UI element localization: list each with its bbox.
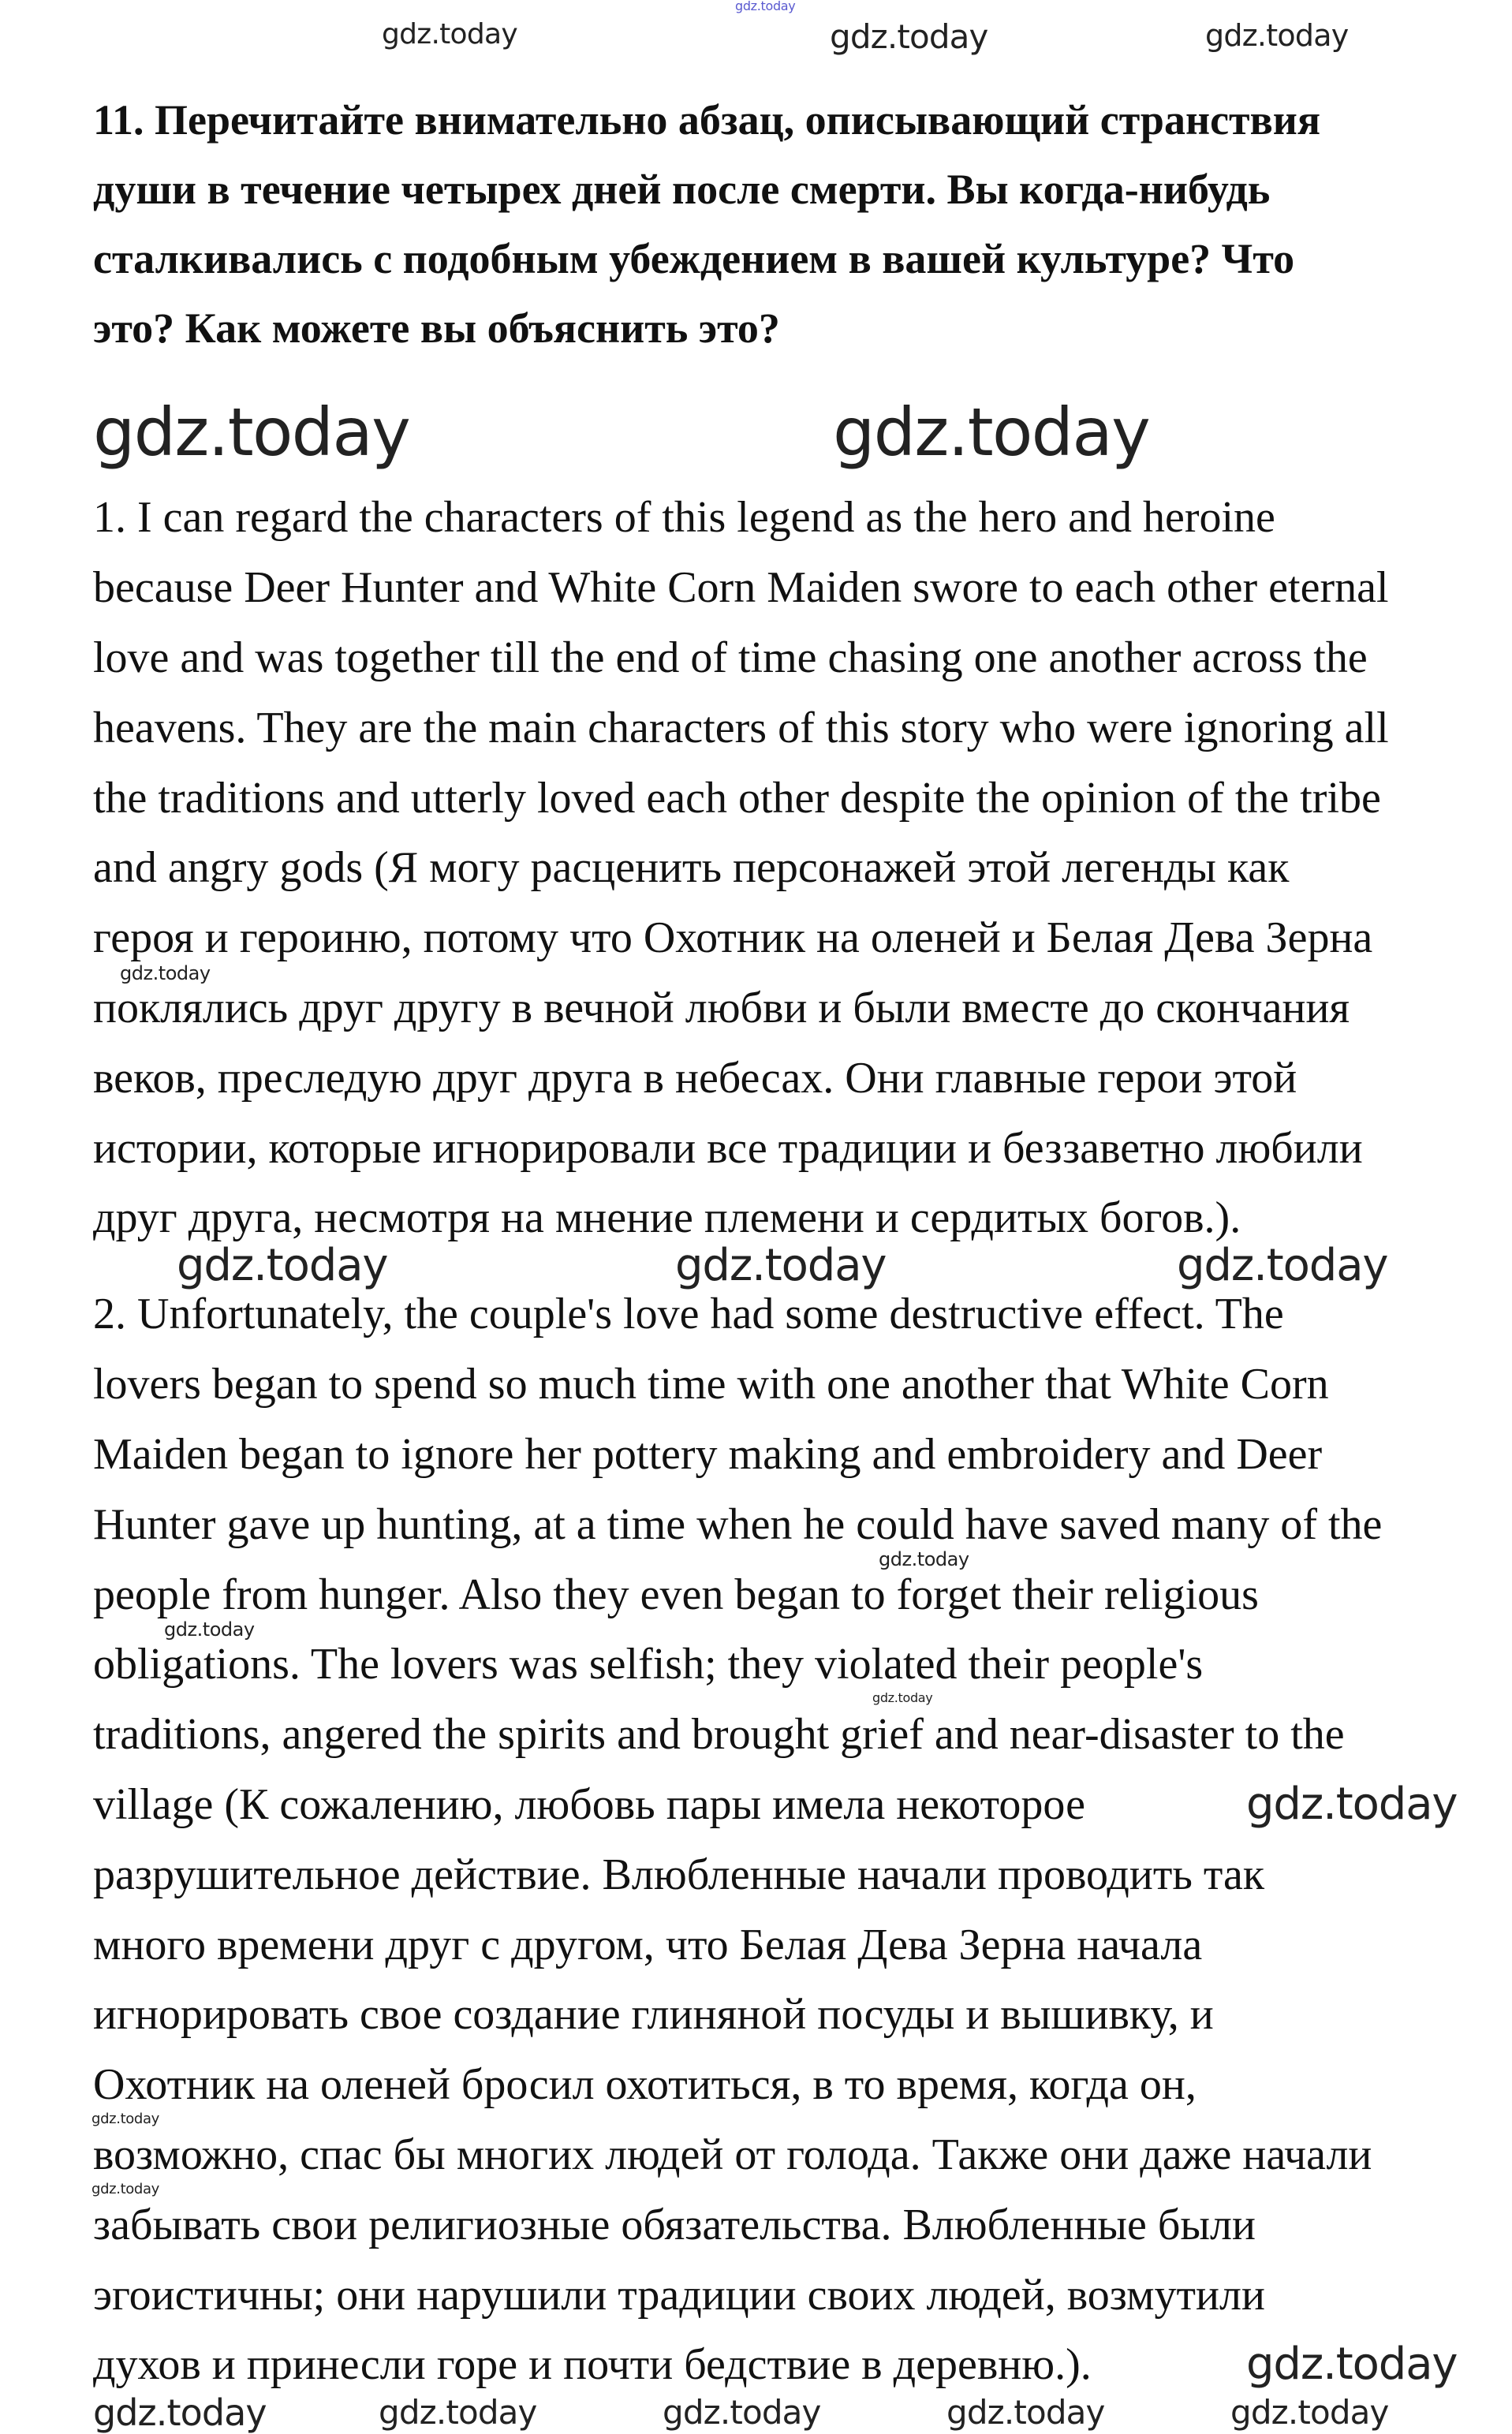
text-line: Охотник на оленей бросил охотиться, в то время, когда он, [93,2060,1197,2110]
text-line: heavens. They are the main characters of this story who were ignoring all [93,703,1389,752]
watermark: gdz.today [663,2393,821,2432]
watermark: gdz.today [879,1548,969,1570]
text-line: Maiden began to ignore her pottery making and embroidery and Deer [93,1429,1323,1479]
text-line: 2. Unfortunately, the couple's love had some destructive effect. The [93,1290,1284,1339]
watermark: gdz.today [735,0,796,13]
watermark: gdz.today [946,2393,1105,2432]
watermark: gdz.today [1205,18,1349,53]
watermark: gdz.today [382,18,517,50]
text-line: traditions, angered the spirits and brought grief and near-disaster to the [93,1710,1345,1760]
watermark: gdz.today [675,1240,887,1291]
text-line: поклялись друг другу в вечной любви и были вместе до скончания [93,983,1350,1032]
text-line: эгоистичны; они нарушили традиции своих людей, возмутили [93,2270,1265,2320]
watermark: gdz.today [177,1240,388,1291]
watermark: gdz.today [91,2111,159,2127]
answer-paragraph-1 [93,493,1389,1264]
text-line: возможно, спас бы многих людей от голода. Также они даже начали [93,2130,1372,2179]
watermark: gdz.today [1246,1779,1458,1830]
text-line: lovers began to spend so much time with one another that White Corn [93,1360,1329,1409]
watermark: gdz.today [164,1618,255,1641]
text-line: много времени друг с другом, что Белая Дева Зерна начала [93,1920,1203,1969]
watermark: gdz.today [872,1690,933,1705]
watermark: gdz.today [93,394,410,471]
text-line: people from hunger. Also they even began to forget their religious [93,1570,1259,1619]
watermark: gdz.today [833,394,1150,471]
watermark: gdz.today [120,962,211,984]
text-line: because Deer Hunter and White Corn Maiden swore to each other eternal [93,563,1389,613]
question-line: это? Как можете вы объяснить это? [93,304,780,352]
text-line: героя и героиню, потому что Охотник на оленей и Белая Дева Зерна [93,913,1373,963]
watermark: gdz.today [93,2391,267,2434]
watermark: gdz.today [1177,1240,1388,1291]
question-line: 11. Перечитайте внимательно абзац, описывающий странствия [93,96,1321,144]
watermark: gdz.today [1246,2339,1458,2390]
text-line: obligations. The lovers was selfish; they violated their people's [93,1640,1204,1689]
text-line: духов и принесли горе и почти бедствие в деревню.). [93,2340,1092,2390]
text-line: истории, которые игнорировали все традиции и беззаветно любили [93,1123,1363,1173]
watermark: gdz.today [830,17,988,56]
text-line: the traditions and utterly loved each other despite the opinion of the tribe [93,773,1381,823]
watermark: gdz.today [379,2393,537,2432]
question-line: души в течение четырех дней после смерти. Вы когда-нибудь [93,166,1271,213]
text-line: village (К сожалению, любовь пары имела некоторое [93,1779,1085,1829]
text-line: Hunter gave up hunting, at a time when he could have saved many of the [93,1499,1383,1549]
watermark: gdz.today [1230,2393,1389,2432]
question-heading [93,96,1320,374]
text-line: 1. I can regard the characters of this legend as the hero and heroine [93,493,1275,543]
text-line: игнорировать свое создание глиняной посуды и вышивку, и [93,1990,1214,2040]
text-line: друг друга, несмотря на мнение племени и сердитых богов.). [93,1193,1241,1243]
text-line: and angry gods (Я могу расценить персонажей этой легенды как [93,843,1290,893]
watermark: gdz.today [91,2181,159,2197]
text-line: веков, преследую друг друга в небесах. Они главные герои этой [93,1053,1297,1103]
question-line: сталкивались с подобным убеждением в вашей культуре? Что [93,235,1295,282]
answer-paragraph-2 [93,1290,1382,2410]
text-line: разрушительное действие. Влюбленные начали проводить так [93,1850,1265,1899]
text-line: забывать свои религиозные обязательства. Влюбленные были [93,2200,1256,2249]
text-line: love and was together till the end of time chasing one another across the [93,633,1368,682]
